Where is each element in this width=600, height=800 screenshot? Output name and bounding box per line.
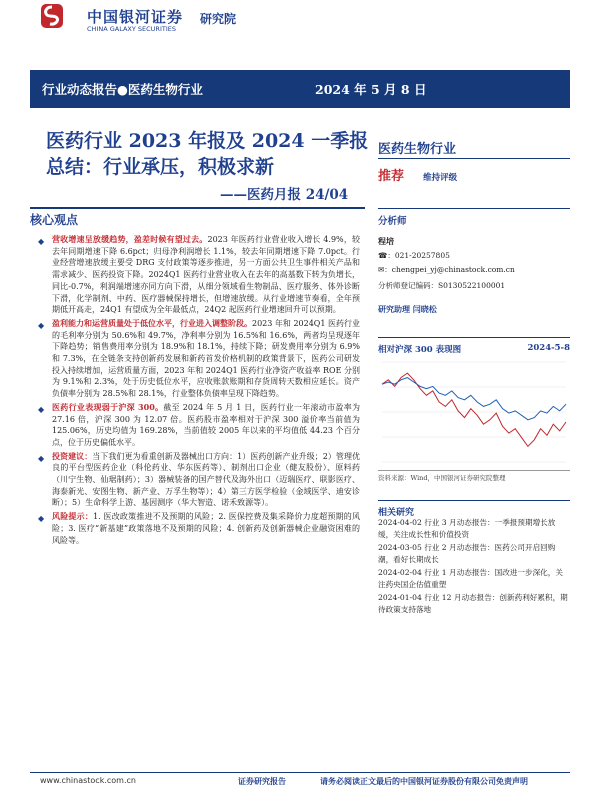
institute-label: 研究院 bbox=[200, 12, 237, 26]
report-subtitle: ——医药月报 24/04 bbox=[220, 187, 349, 203]
chart-series-line-1 bbox=[382, 378, 566, 420]
bullet-lead: 医药行业表现弱于沪深 300。 bbox=[52, 401, 164, 412]
bullet-text: 当下我们更为看重创新及器械出口方向：1）医药创新产业升级；2）管理优良的平台型医药企业（科伦药业、华东医药等）、制剂出口企业（健友股份）、原料药（川宁生物、仙琚制药）；3）器械装备的国产替代及海外出口（迈瑞医疗、联影医疗、海泰新光、安图生物、新产业、万孚生物等）；4）第三方医学检验（金域医学、迪安诊断）；5）生命科学上游、基因测序（华大智造、诺禾致源等）。 bbox=[52, 451, 360, 508]
core-views-title: 核心观点 bbox=[30, 213, 79, 227]
analyst-email[interactable]: ✉：chengpei_yj@chinastock.com.cn bbox=[378, 265, 515, 274]
chart-source: 资料来源：Wind，中国银河证券研究院整理 bbox=[378, 470, 570, 482]
bullet-text: 2023 年和 2024Q1 医药行业的毛利率分别为 50.6%和 49.7%，净利率分别为 16.5%和 16.6%，两者均呈现逐年下降趋势；销售费用率分别为 18.9%和 18.1%，持续下降；研发费用率分别为 6.9%和 7.3%，在全链条支持创新药发展和新药首发价格机制的政策背景下，医药公司研发投入持续增加，运营质量方面，2023 年和 2024Q1 医药行业净资产收益率 ROE 分别为 9.1%和 2.3%，处于历史低位水平，应收账款账期和存货周转天数相应延长。资产负债率分别为 28.5%和 28.1%，行业整体负债率呈现下降趋势。 bbox=[52, 318, 360, 399]
bullet-marker-icon: ◆ bbox=[38, 404, 45, 414]
bullet-text: 1. 医改政策推进不及预期的风险；2. 医保控费及集采降价力度超预期的风险；3. 医疗“新基建”政策落地不及预期的风险；4. 创新药及创新器械企业融资困难的风险等。 bbox=[52, 512, 360, 545]
chart-series-line-0 bbox=[382, 373, 566, 446]
rating-sub: 维持评级 bbox=[423, 173, 458, 183]
footer-divider bbox=[30, 772, 570, 773]
core-views-header bbox=[30, 207, 365, 228]
chart-title: 相对沪深 300 表现图 bbox=[378, 345, 462, 355]
industry-name: 医药生物行业 bbox=[378, 142, 457, 157]
galaxy-logo-icon bbox=[40, 3, 64, 29]
core-views-list bbox=[38, 234, 360, 548]
relative-performance-chart bbox=[378, 356, 570, 468]
bullet-text: 2023 年医药行业营业收入增长 4.9%，较去年同期增速下降 6.6pct；归母净利润增长 1.1%，较去年同期增速下降 7.0pct。行业经营增速放缓主要受 DRG 支付政策等逐步推进，另一方面公共卫生事件相关产品和需求减少、医药投资下降。2024Q1 医药行业营业收入在去年的高基数下转为负增长，同比-0.7%，利润端增速亦同方向下滑，从细分领域看生物制品、医疗服务、体外诊断下滑，化学制剂、中药、医疗器械保持增长，但增速放缓。从行业增速节奏看，全年预期低开高走，24Q1 有望成为全年最低点，24Q2 起医药行业增速回升可以预期。 bbox=[52, 235, 360, 315]
rating: 推荐 bbox=[378, 169, 405, 184]
analyst-header: 分析师 bbox=[378, 208, 570, 227]
bullet-lead: 盈利能力和运营质量处于低位水平，行业进入调整阶段。 bbox=[52, 317, 252, 328]
related-research-list bbox=[378, 517, 570, 617]
analyst-name: 程培 bbox=[378, 236, 394, 246]
rating-block bbox=[378, 158, 570, 184]
bullet-marker-icon: ◆ bbox=[38, 320, 45, 330]
bullet-marker-icon: ◆ bbox=[38, 453, 45, 463]
bullet-marker-icon: ◆ bbox=[38, 237, 45, 246]
brand-name-cn: 中国银河证券 bbox=[87, 8, 184, 26]
brand-name-en: CHINA GALAXY SECURITIES bbox=[87, 25, 176, 33]
related-research-header: 相关研究 bbox=[378, 500, 570, 518]
bullet-item bbox=[38, 511, 360, 546]
bullet-item bbox=[38, 451, 360, 510]
footer-website[interactable]: www.chinastock.com.cn bbox=[40, 776, 136, 785]
research-assistant: 研究助理 闫晓松 bbox=[378, 304, 437, 314]
bullet-lead: 风险提示： bbox=[52, 511, 94, 522]
bullet-lead: 投资建议： bbox=[52, 450, 93, 461]
footer-disclaimer: 请务必阅读正文最后的中国银河证券股份有限公司免责声明 bbox=[320, 776, 528, 786]
related-item[interactable]: 2024-01-04 行业 12 月动态报告：创新药利好累积，期待政策支持落地 bbox=[378, 593, 568, 614]
bullet-lead: 营收增速呈放缓趋势，盈差时候有望过去。 bbox=[52, 234, 208, 244]
chart-header bbox=[378, 337, 570, 355]
bullet-item bbox=[38, 402, 360, 449]
related-item[interactable]: 2024-03-05 行业 2 月动态报告：医药公司开启回购潮，看好长期成长 bbox=[378, 543, 556, 564]
report-type: 行业动态报告●医药生物行业 bbox=[42, 82, 203, 97]
analyst-phone: ☎：021-20257805 bbox=[378, 251, 450, 260]
report-title: 医药行业 2023 年报及 2024 一季报总结：行业承压，积极求新 bbox=[46, 130, 369, 178]
report-type-bar bbox=[30, 70, 570, 108]
related-item[interactable]: 2024-04-02 行业 3 月动态报告：一季报预期增长放缓，关注成长性和价值投资 bbox=[378, 518, 556, 539]
footer-label: 证券研究报告 bbox=[238, 776, 286, 786]
bullet-item bbox=[38, 318, 360, 400]
bullet-item bbox=[38, 234, 360, 316]
report-date: 2024 年 5 月 8 日 bbox=[315, 82, 427, 97]
bullet-text: 截至 2024 年 5 月 1 日，医药行业一年滚动市盈率为 27.16 倍，沪深 300 为 12.07 倍。医药股市盈率相对于沪深 300 溢价率当前值为 125.06%，历史均值为 169.28%，当前值较 2005 年以来的平均值低 44.23 个百分点，位于历史偏低水平。 bbox=[52, 402, 361, 447]
chart-date: 2024-5-8 bbox=[527, 343, 570, 353]
related-item[interactable]: 2024-02-04 行业 1 月动态报告：国改进一步深化，关注药央国企估值重塑 bbox=[378, 568, 563, 589]
analyst-cert: 分析师登记编码：S0130522100001 bbox=[378, 281, 506, 290]
bullet-marker-icon: ◆ bbox=[38, 514, 45, 524]
